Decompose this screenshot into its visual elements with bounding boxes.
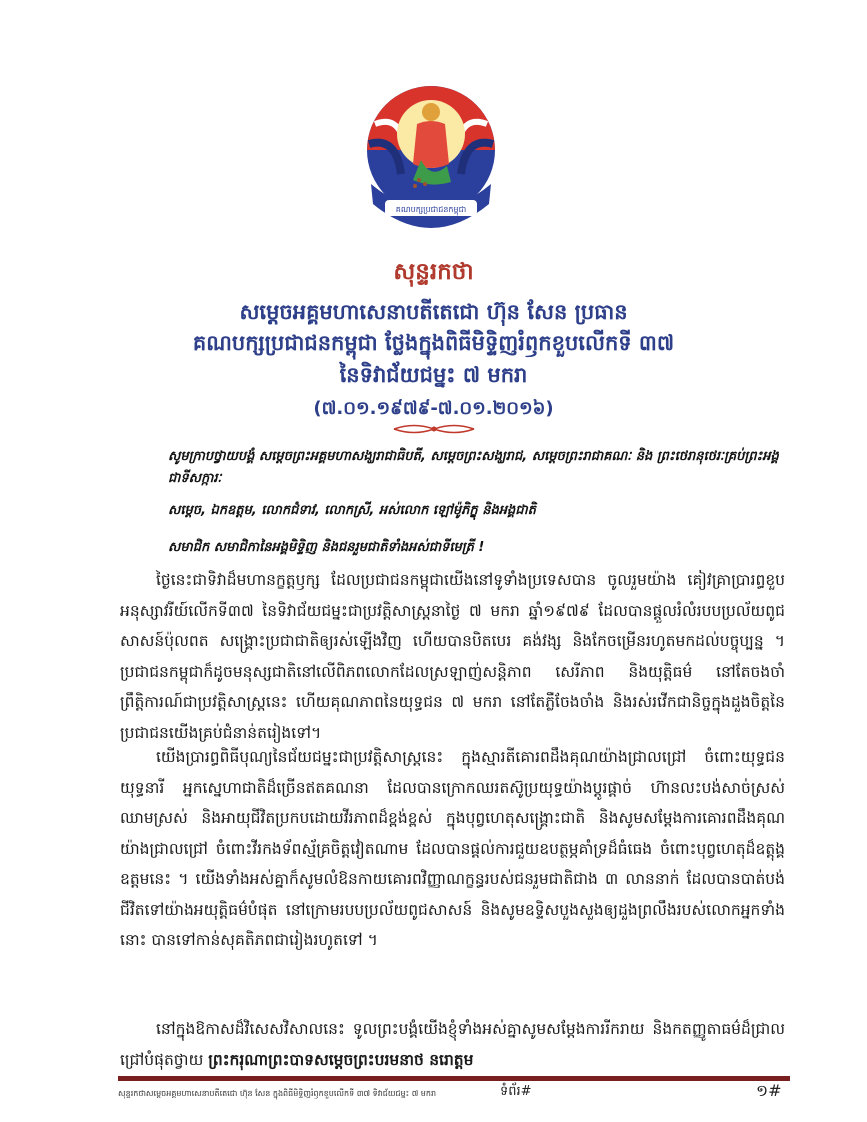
footer-rule	[118, 1076, 790, 1081]
ornament-divider	[384, 422, 484, 436]
salutation-monks: សូមក្រាបថ្វាយបង្គំ សម្តេចព្រះអគ្គមហាសង្ឃរាជាធិបតី, សម្តេចព្រះសង្ឃរាជ, សម្តេចព្រះរាជាគណៈ និង ព្រះថេរានុថេរៈគ្រប់ព្រះអង្គ ជាទីសក្ការៈ	[168, 449, 779, 486]
speech-title: សុន្ទរកថា	[393, 259, 474, 285]
footer-document-title: សុន្ទរកថាសម្តេចអគ្គមហាសេនាបតីតេជោ ហ៊ុន សែន ក្នុងពិធីមិទ្ទិញរំឭកខួបលើកទី ៣៧ ទិវាជ័យជម្នះ ៧ មករា	[118, 1089, 437, 1098]
king-title-bold: ព្រះករុណាព្រះបាទសម្តេចព្រះបរមនាថ នរោត្តម	[208, 1050, 474, 1069]
salutation-members: សមាជិក សមាជិកានៃអង្គមិទ្ទិញ និងជនរួមជាតិទាំងអស់ជាទីមេត្រី !	[168, 540, 485, 555]
victory-day-line: នៃទិវាជ័យជម្នះ ៧ មករា	[339, 363, 528, 387]
footer-page-number: ១#	[756, 1081, 782, 1100]
svg-text:គណបក្សប្រជាជនកម្ពុជា: គណបក្សប្រជាជនកម្ពុជា	[395, 205, 467, 214]
party-emblem-logo	[361, 84, 501, 244]
salutation-dignitaries: សម្តេច, ឯកឧត្តម, លោកជំទាវ, លោកស្រី, អស់លោក ឡៅម៉ូភិក្ខុ និងអង្គជាតិ	[168, 503, 536, 518]
speaker-line: សម្តេចអគ្គមហាសេនាបតីតេជោ ហ៊ុន សែន ប្រធាន	[239, 300, 628, 324]
date-range: (៧.០១.១៩៧៩-៧.០១.២០១៦)	[313, 398, 554, 419]
body-paragraph-2: យើងប្រារព្ធពិធីបុណ្យនៃជ័យជម្នះជាប្រវត្តិសាស្ត្រនេះ ក្នុងស្មារតីគោរពដឹងគុណយ៉ាងជ្រាលជ្រៅ ចំពោះយុទ្ធជន យុទ្ធនារី អ្នកស្នេហាជាតិដ៏ច្រើនឥតគណនា ដែលបានក្រោកឈរតស៊ូប្រយុទ្ធយ៉ាងប្តូរផ្តាច់ ហ៊ានលះបង់សាច់ស្រស់ ឈាមស្រស់ និងអាយុជីវិតប្រកបដោយវីរភាពដ៏ខ្ពង់ខ្ពស់ ក្នុងបុព្វហេតុសង្គ្រោះជាតិ និងសូមសម្តែងការគោរពដឹងគុណយ៉ាងជ្រាលជ្រៅ ចំពោះវីរកងទ័ពស្ម័គ្រចិត្តវៀតណាម ដែលបានផ្តល់ការជួយឧបត្ថម្ភគាំទ្រដ៏ធំធេង ចំពោះបុព្វហេតុដ៏ឧត្តុង្គឧត្តមនេះ ។ យើងទាំងអស់គ្នាក៏សូមលំឱនកាយគោរពវិញ្ញាណក្ខន្ធរបស់ជនរួមជាតិជាង ៣ លាននាក់ ដែលបានបាត់បង់ជីវិតទៅយ៉ាងអយុត្តិធម៌បំផុត នៅក្រោមរបបប្រល័យពូជសាសន៍ និងសូមឧទ្ទិសបួងសួងឲ្យដួងព្រលឹងរបស់លោកអ្នកទាំងនោះ បានទៅកាន់សុគតិភពជារៀងរហូតទៅ ។	[120, 748, 785, 949]
body-paragraph-3	[120, 1014, 785, 1075]
paragraph-3-text: នៅក្នុងឱកាសដ៏វិសេសវិសាលនេះ ទូលព្រះបង្គំយើងខ្ញុំទាំងអស់គ្នាសូមសម្តែងការរីករាយ និងកតញ្ញូតាធម៌ដ៏ជ្រាលជ្រៅបំផុតថ្វាយ	[120, 1020, 785, 1069]
occasion-line: គណបក្សប្រជាជនកម្ពុជា ថ្លែងក្នុងពិធីមិទ្ទិញរំឭកខួបលើកទី ៣៧	[192, 331, 675, 355]
footer-page-label: ទំព័រ#	[500, 1084, 532, 1099]
body-paragraph-1: ថ្ងៃនេះជាទិវាដ៏មហានក្ខត្តឫក្ស ដែលប្រជាជនកម្ពុជាយើងនៅទូទាំងប្រទេសបាន ចូលរួមយ៉ាង គៀវគ្រាប្រារព្ធខួបអនុស្សាវរីយ៍លើកទី៣៧ នៃទិវាជ័យជម្នះជាប្រវត្តិសាស្ត្រនាថ្ងៃ ៧ មករា ឆ្នាំ១៩៧៩ ដែលបានផ្តួលរំលំរបបប្រល័យពូជសាសន៍ប៉ុលពត សង្គ្រោះប្រជាជាតិឲ្យរស់ឡើងវិញ ហើយបានបិតបេរ គង់វង្ស និងកែចម្រើនរហូតមកដល់បច្ចុប្បន្ន ។ ប្រជាជនកម្ពុជាក៏ដូចមនុស្សជាតិនៅលើពិភពលោកដែលស្រឡាញ់សន្តិភាព សេរីភាព និងយុត្តិធម៌ នៅតែចងចាំព្រឹត្តិការណ៍ជាប្រវត្តិសាស្ត្រនេះ ហើយគុណភាពនៃយុទ្ធជន ៧ មករា នៅតែភ្លឺចែងចាំង និងរស់រវើកជានិច្ចក្នុងដួងចិត្តនៃប្រជាជនយើងគ្រប់ជំនាន់តរៀងទៅ។	[120, 571, 785, 742]
